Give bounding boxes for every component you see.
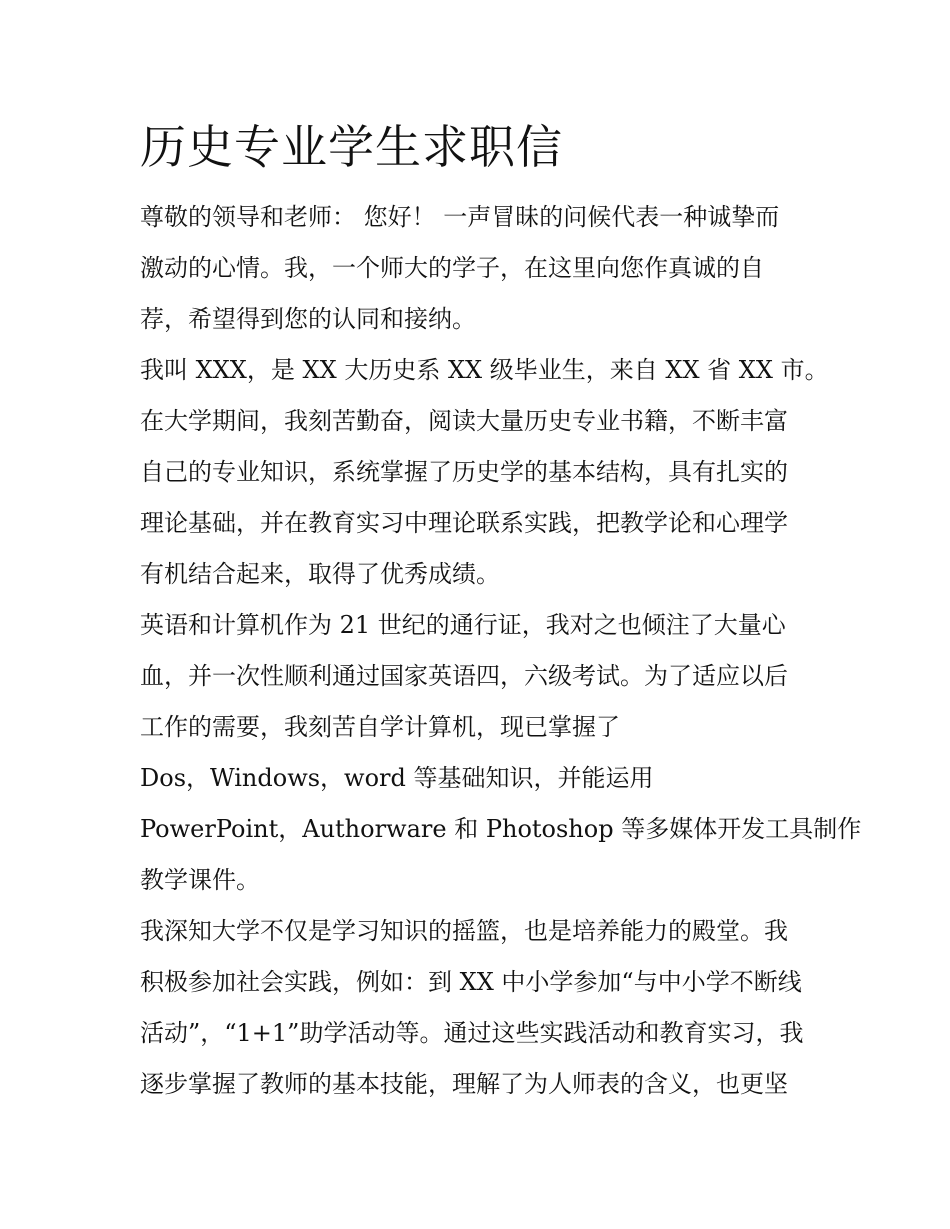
text-line: 有机结合起来，取得了优秀成绩。 xyxy=(140,560,500,588)
text-line: 在大学期间，我刻苦勤奋，阅读大量历史专业书籍，不断丰富 xyxy=(140,407,788,435)
document-title: 历史专业学生求职信 xyxy=(140,120,563,174)
text-line: Dos，Windows，word 等基础知识，并能运用 xyxy=(140,764,654,792)
text-line: 工作的需要，我刻苦自学计算机，现已掌握了 xyxy=(140,713,620,741)
letter-body xyxy=(140,112,862,1110)
text-line: 自己的专业知识，系统掌握了历史学的基本结构，具有扎实的 xyxy=(140,458,788,486)
text-line: 逐步掌握了教师的基本技能，理解了为人师表的含义，也更坚 xyxy=(140,1070,788,1098)
text-line: 荐，希望得到您的认同和接纳。 xyxy=(140,305,476,333)
text-line: PowerPoint，Authorware 和 Photoshop 等多媒体开发工具制作 xyxy=(140,815,862,843)
text-line: 积极参加社会实践，例如：到 XX 中小学参加“与中小学不断线 xyxy=(140,968,802,996)
text-line: 尊敬的领导和老师： 您好！ 一声冒昧的问候代表一种诚挚而 xyxy=(140,203,780,231)
text-line: 激动的心情。我，一个师大的学子，在这里向您作真诚的自 xyxy=(140,254,764,282)
text-line: 活动”，“1+1”助学活动等。通过这些实践活动和教育实习，我 xyxy=(140,1019,804,1047)
text-line: 我叫 XXX，是 XX 大历史系 XX 级毕业生，来自 XX 省 XX 市。 xyxy=(140,356,829,384)
text-line: 理论基础，并在教育实习中理论联系实践，把教学论和心理学 xyxy=(140,509,788,537)
text-line: 血，并一次性顺利通过国家英语四，六级考试。为了适应以后 xyxy=(140,662,788,690)
text-line: 英语和计算机作为 21 世纪的通行证，我对之也倾注了大量心 xyxy=(140,611,786,639)
text-line: 教学课件。 xyxy=(140,866,260,894)
text-line: 我深知大学不仅是学习知识的摇篮，也是培养能力的殿堂。我 xyxy=(140,917,788,945)
